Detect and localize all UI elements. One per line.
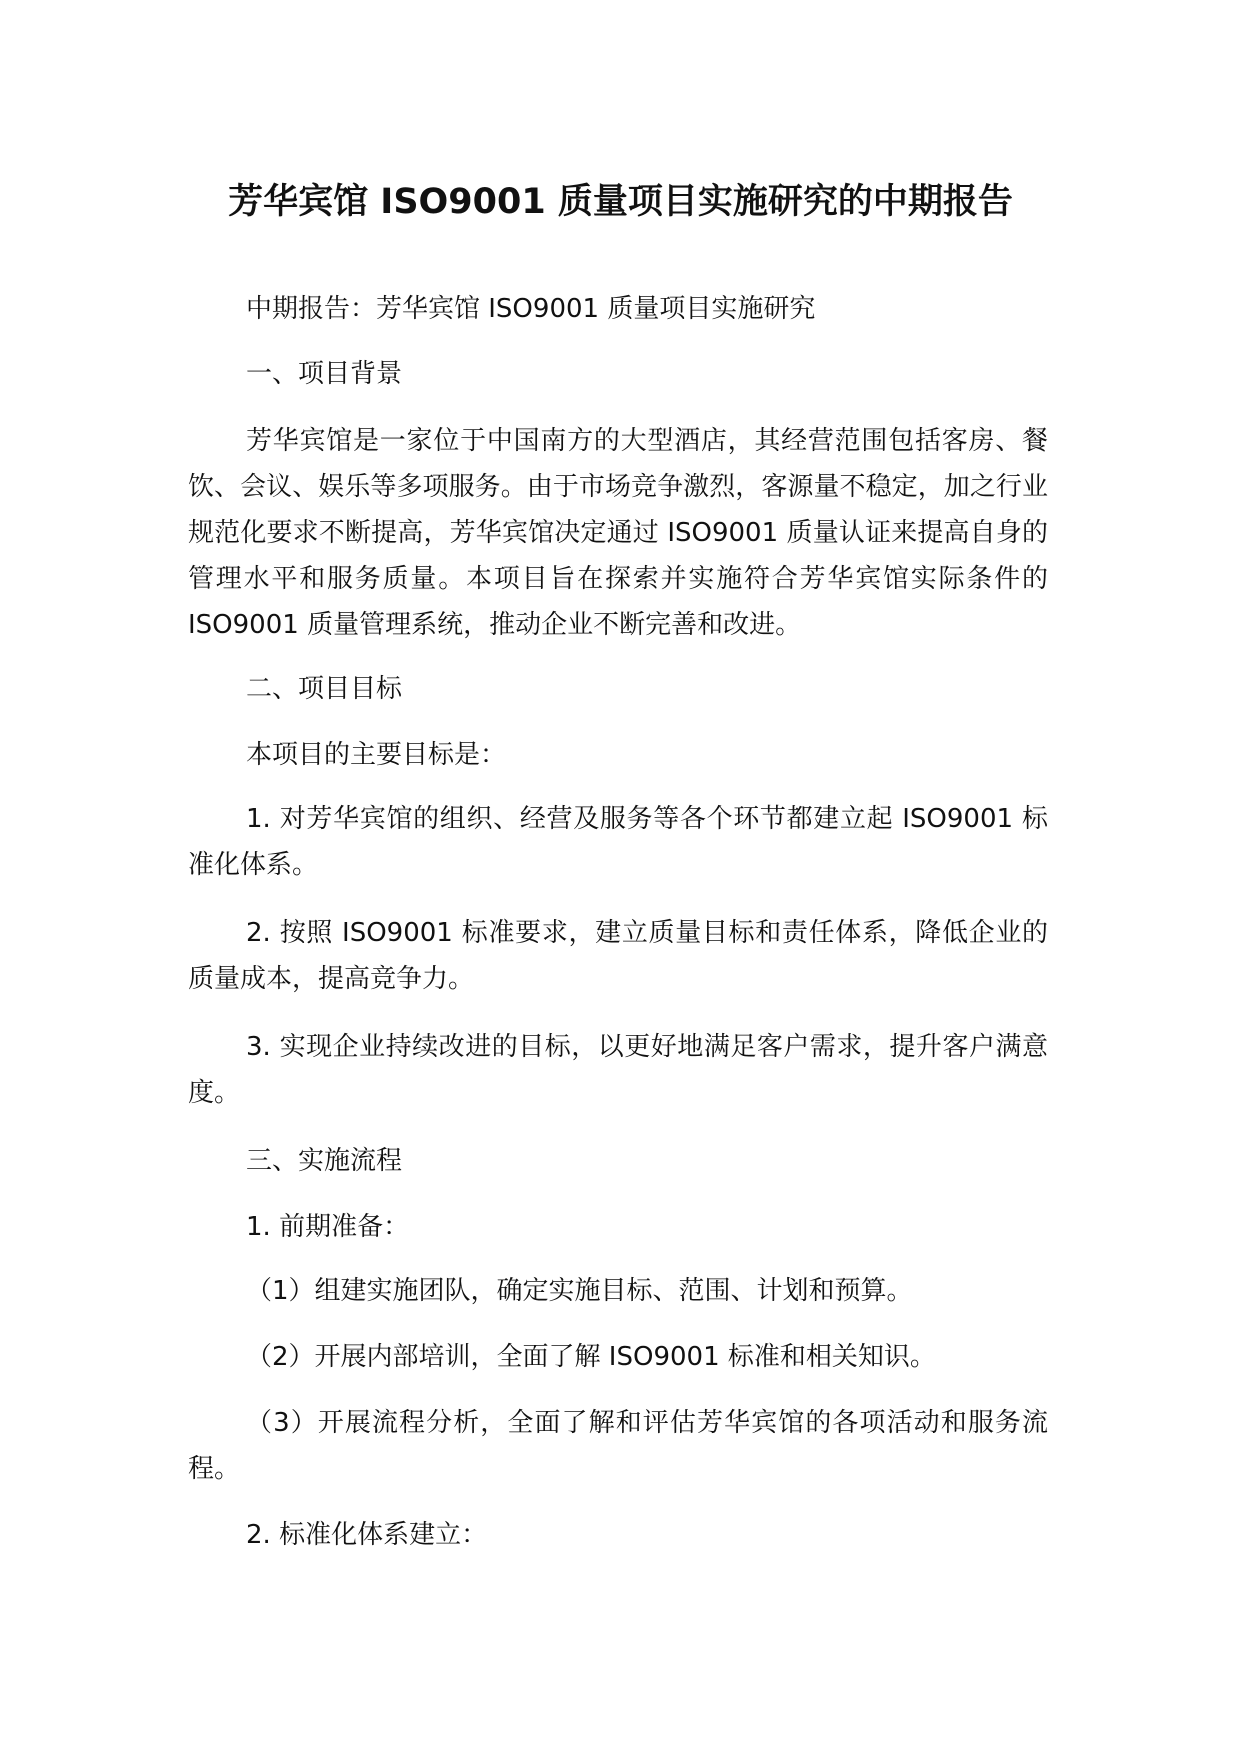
process-substep-2: （2）开展内部培训，全面了解 ISO9001 标准和相关知识。: [246, 1342, 936, 1372]
goal-item-2: 2. 按照 ISO9001 标准要求，建立质量目标和责任体系，降低企业的质量成本，提高竞争力。: [188, 918, 1048, 994]
section-heading-process: 三、实施流程: [246, 1146, 403, 1176]
document-title: 芳华宾馆 ISO9001 质量项目实施研究的中期报告: [228, 182, 1013, 222]
paragraph-background: 芳华宾馆是一家位于中国南方的大型酒店，其经营范围包括客房、餐饮、会议、娱乐等多项服务。由于市场竞争激烈，客源量不稳定，加之行业规范化要求不断提高，芳华宾馆决定通过 ISO9001 质量认证来提高自身的管理水平和服务质量。本项目旨在探索并实施符合芳华宾馆实际条件的 ISO9001 质量管理系统，推动企业不断完善和改进。: [188, 426, 1048, 640]
paragraph-subtitle: 中期报告：芳华宾馆 ISO9001 质量项目实施研究: [246, 294, 816, 324]
process-step-1: 1. 前期准备：: [246, 1212, 410, 1242]
section-heading-goals: 二、项目目标: [246, 674, 403, 704]
goal-item-3: 3. 实现企业持续改进的目标，以更好地满足客户需求，提升客户满意度。: [188, 1032, 1048, 1108]
section-heading-background: 一、项目背景: [246, 359, 403, 389]
goal-item-1: 1. 对芳华宾馆的组织、经营及服务等各个环节都建立起 ISO9001 标准化体系。: [188, 804, 1048, 880]
process-substep-1: （1）组建实施团队，确定实施目标、范围、计划和预算。: [246, 1276, 913, 1306]
paragraph-goals-intro: 本项目的主要目标是：: [246, 740, 507, 770]
process-substep-3: （3）开展流程分析，全面了解和评估芳华宾馆的各项活动和服务流程。: [188, 1408, 1048, 1484]
process-step-2: 2. 标准化体系建立：: [246, 1520, 488, 1550]
